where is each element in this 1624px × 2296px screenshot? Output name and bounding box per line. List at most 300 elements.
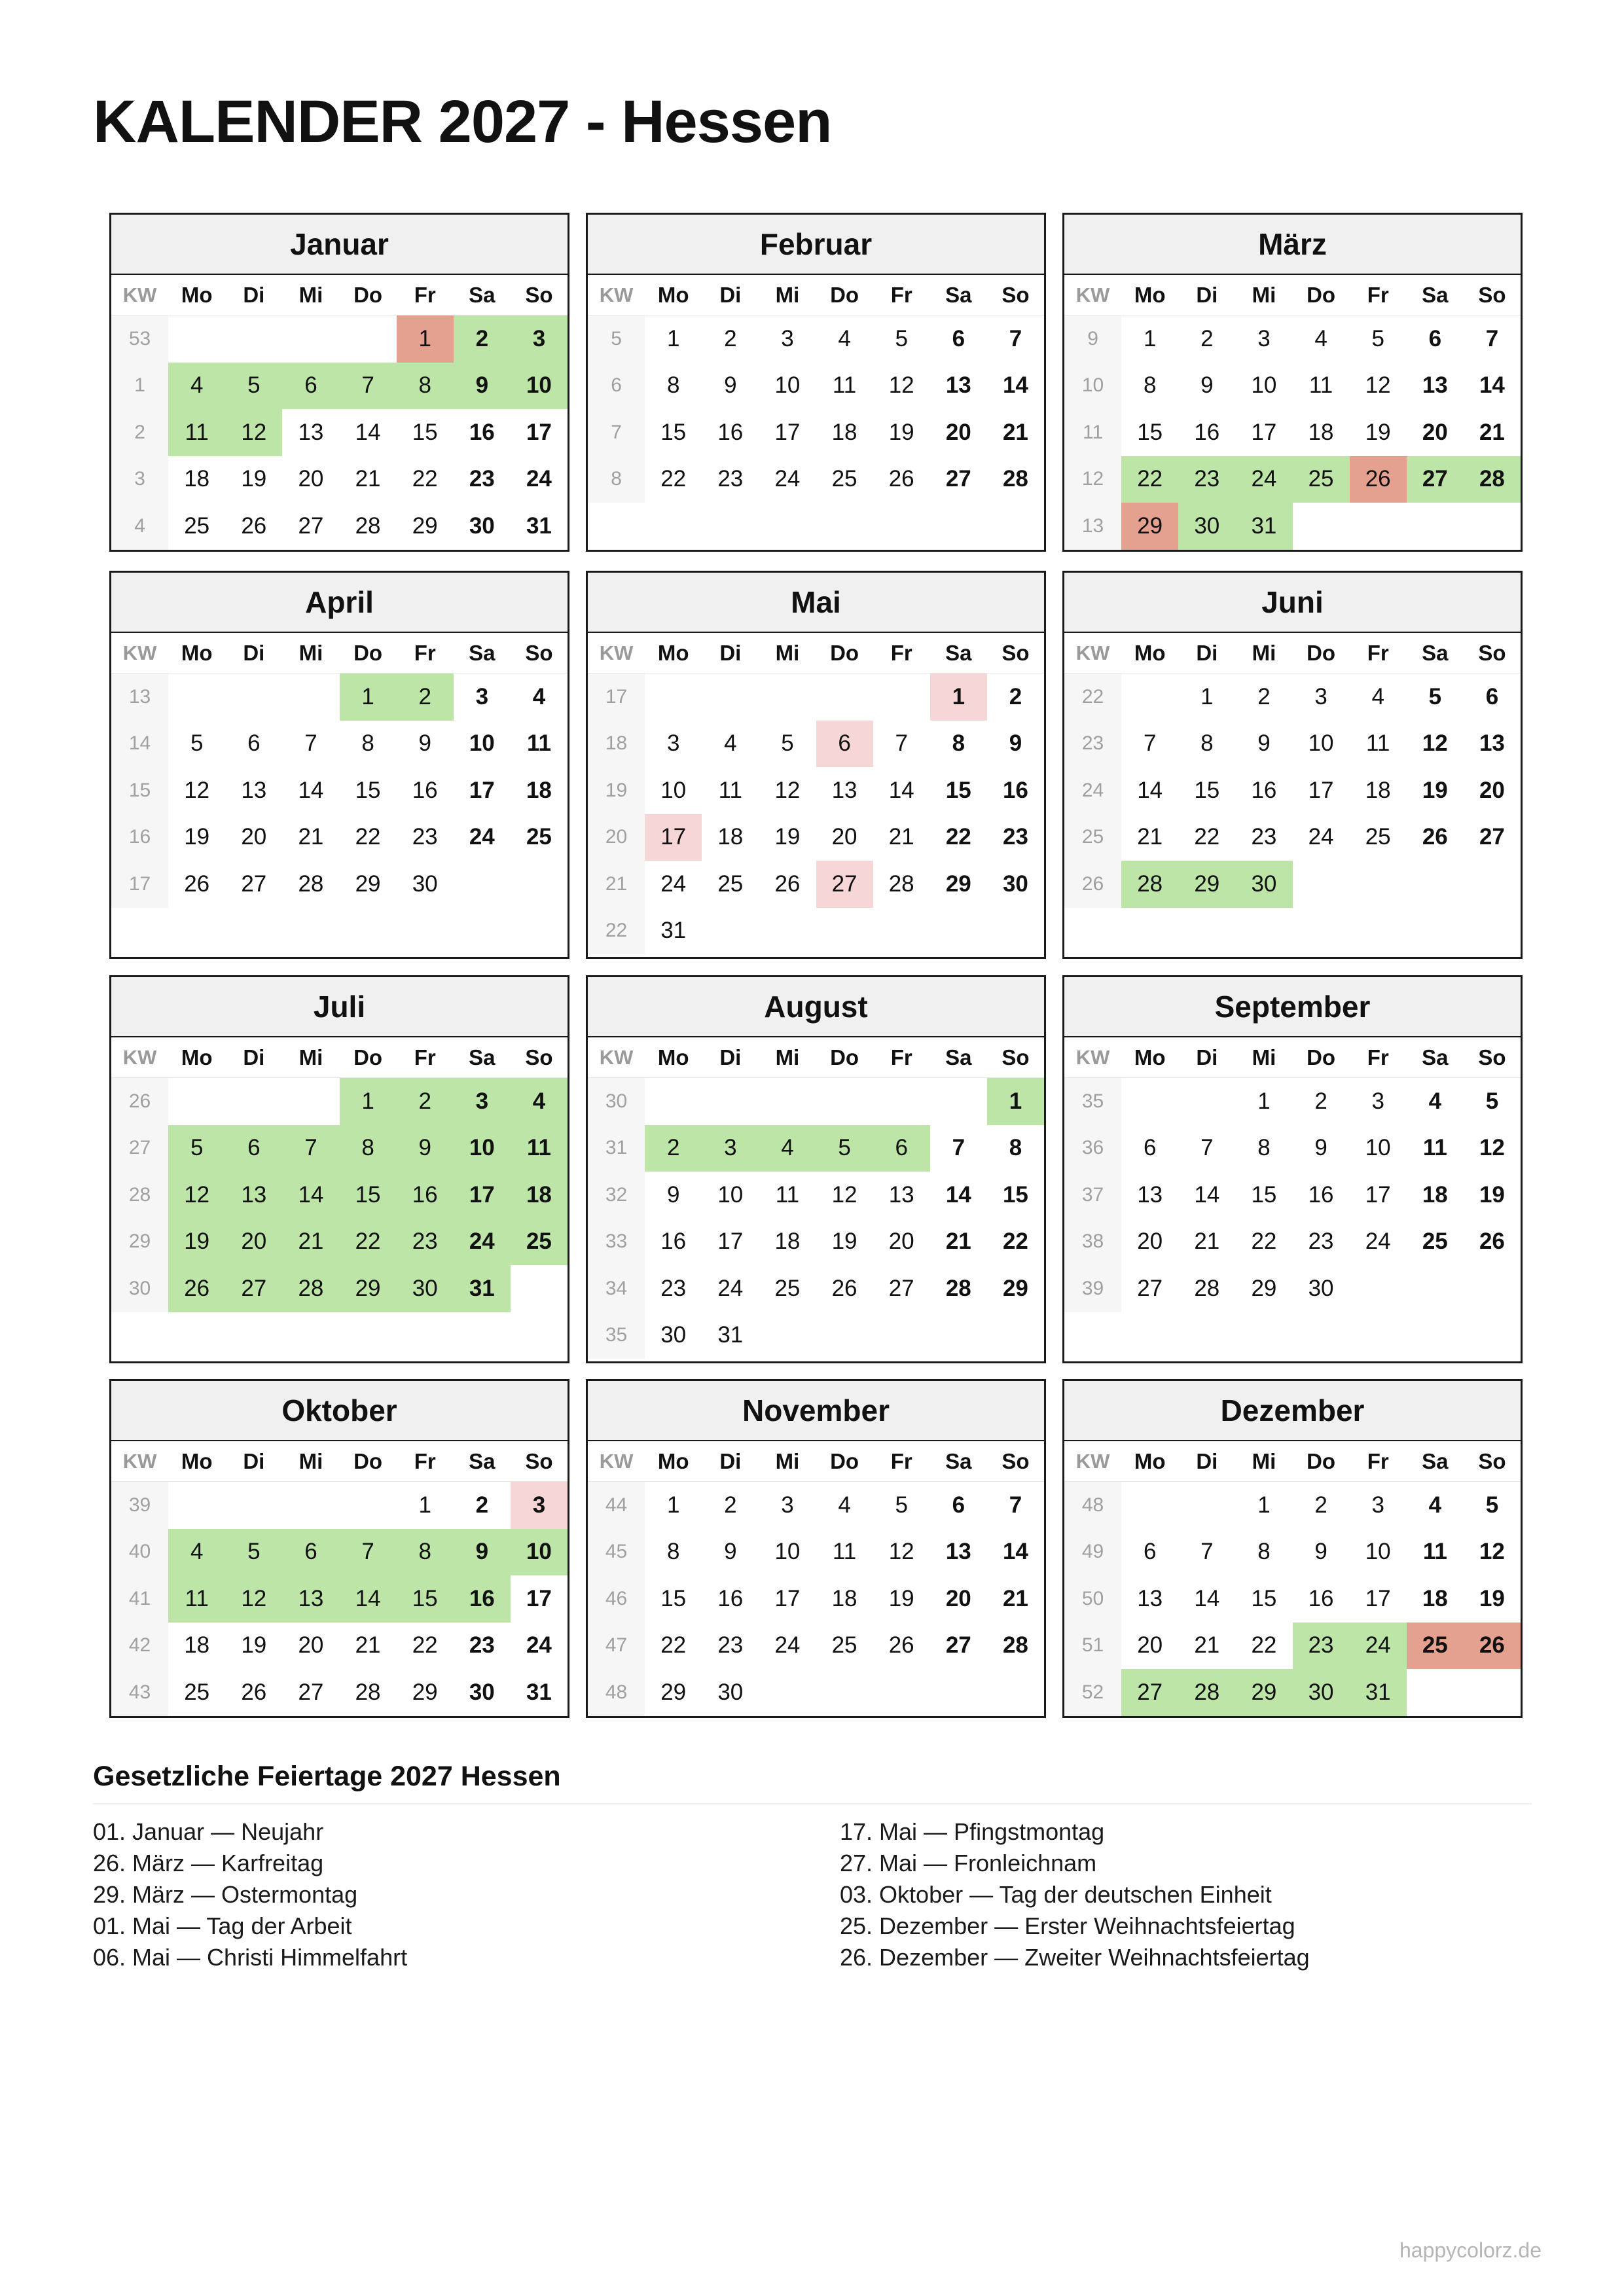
day-cell: 13 xyxy=(888,1181,914,1208)
week-number: 14 xyxy=(111,721,168,768)
week-row xyxy=(588,1265,1044,1312)
day-cell: 26 xyxy=(888,1632,914,1659)
day-cell: 17 xyxy=(774,1585,801,1611)
month-title: April xyxy=(111,573,568,633)
month-block xyxy=(586,571,1046,959)
empty-day-cell xyxy=(282,1078,339,1125)
week-number: 40 xyxy=(111,1529,168,1576)
day-cell: 1 xyxy=(930,673,987,721)
day-cell: 7 xyxy=(304,730,317,757)
day-cell: 15 xyxy=(1137,419,1163,445)
day-cell: 14 xyxy=(1002,1539,1028,1565)
day-cell: 26 xyxy=(831,1275,857,1301)
day-cell: 6 xyxy=(1428,325,1442,351)
week-number: 33 xyxy=(588,1219,645,1266)
day-cell: 31 xyxy=(1235,503,1292,550)
week-number: 45 xyxy=(588,1529,645,1576)
day-cell: 11 xyxy=(718,777,742,803)
week-number: 51 xyxy=(1064,1623,1121,1670)
week-row xyxy=(1064,1219,1521,1266)
weekday-header: Do xyxy=(816,633,873,673)
day-cell: 21 xyxy=(1194,1632,1220,1659)
day-cell: 30 xyxy=(717,1679,744,1705)
day-cell: 20 xyxy=(241,824,267,850)
day-cell: 23 xyxy=(660,1275,687,1301)
week-row xyxy=(1064,673,1521,721)
empty-day-cell xyxy=(759,1312,816,1359)
day-cell: 22 xyxy=(1002,1229,1028,1255)
holiday-item: 29. März — Ostermontag xyxy=(93,1881,358,1908)
week-row xyxy=(111,1669,568,1716)
day-cell: 5 xyxy=(1485,1088,1499,1114)
day-cell: 13 xyxy=(1137,1181,1163,1208)
empty-day-cell xyxy=(930,1669,987,1716)
day-cell: 5 xyxy=(781,730,794,757)
day-cell: 6 xyxy=(1143,1135,1157,1161)
empty-day-cell xyxy=(702,1078,759,1125)
day-cell: 31 xyxy=(1350,1669,1407,1716)
day-cell: 3 xyxy=(475,683,489,709)
day-cell: 17 xyxy=(1365,1181,1391,1208)
weekday-header: Mo xyxy=(168,275,225,315)
weekday-header: So xyxy=(511,1037,568,1078)
day-cell: 25 xyxy=(1365,824,1391,850)
weekday-header-row xyxy=(1064,275,1521,315)
day-cell: 27 xyxy=(1479,824,1505,850)
week-row xyxy=(1064,456,1521,503)
day-cell: 30 xyxy=(1178,503,1235,550)
day-cell: 29 xyxy=(1178,861,1235,908)
day-cell: 18 xyxy=(184,466,210,492)
weekday-header: Fr xyxy=(1350,1037,1407,1078)
day-cell: 12 xyxy=(225,1575,282,1623)
day-cell: 28 xyxy=(355,1679,381,1705)
day-cell: 15 xyxy=(660,419,687,445)
day-cell: 5 xyxy=(895,1492,908,1518)
holiday-item: 26. März — Karfreitag xyxy=(93,1850,324,1876)
week-row xyxy=(588,1312,1044,1359)
weekday-header-row xyxy=(1064,1037,1521,1078)
day-cell: 26 xyxy=(1479,1229,1505,1255)
day-cell: 17 xyxy=(469,777,495,803)
day-cell: 27 xyxy=(816,861,873,908)
weekday-header: Mi xyxy=(759,275,816,315)
empty-day-cell xyxy=(1121,1078,1178,1125)
week-row xyxy=(1064,1172,1521,1219)
day-cell: 16 xyxy=(1194,419,1220,445)
empty-day-cell xyxy=(454,861,511,908)
day-cell: 7 xyxy=(282,1125,339,1172)
kw-header: KW xyxy=(588,275,645,315)
day-cell: 9 xyxy=(1200,372,1214,399)
month-block xyxy=(586,975,1046,1363)
weekday-header: Mo xyxy=(168,633,225,673)
day-cell: 13 xyxy=(282,1575,339,1623)
week-number: 13 xyxy=(111,673,168,721)
day-cell: 19 xyxy=(888,419,914,445)
day-cell: 12 xyxy=(1479,1135,1505,1161)
week-number: 49 xyxy=(1064,1529,1121,1576)
day-cell: 8 xyxy=(666,1539,680,1565)
day-cell: 24 xyxy=(660,870,687,897)
week-number: 26 xyxy=(111,1078,168,1125)
week-number: 6 xyxy=(588,363,645,410)
day-cell: 21 xyxy=(355,1632,381,1659)
week-number: 5 xyxy=(588,315,645,363)
day-cell: 8 xyxy=(1257,1135,1271,1161)
week-row xyxy=(1064,1265,1521,1312)
day-cell: 5 xyxy=(190,730,204,757)
week-row xyxy=(111,673,568,721)
week-row xyxy=(111,1078,568,1125)
day-cell: 19 xyxy=(831,1229,857,1255)
empty-day-cell xyxy=(168,315,225,363)
weekday-header: Di xyxy=(702,1037,759,1078)
day-cell: 8 xyxy=(1009,1135,1022,1161)
footer-credit: happycolorz.de xyxy=(1399,2238,1542,2262)
day-cell: 14 xyxy=(282,1172,339,1219)
day-cell: 14 xyxy=(1002,372,1028,399)
day-cell: 8 xyxy=(666,372,680,399)
week-row xyxy=(588,1219,1044,1266)
day-cell: 8 xyxy=(340,1125,397,1172)
day-cell: 3 xyxy=(781,325,794,351)
day-cell: 1 xyxy=(666,1492,680,1518)
holiday-item: 17. Mai — Pfingstmontag xyxy=(840,1818,1105,1845)
kw-header: KW xyxy=(1064,633,1121,673)
week-number: 53 xyxy=(111,315,168,363)
weekday-header: Di xyxy=(1178,275,1235,315)
day-cell: 12 xyxy=(1365,372,1391,399)
day-cell: 15 xyxy=(1251,1181,1277,1208)
day-cell: 6 xyxy=(282,1529,339,1576)
weekday-header-row xyxy=(588,1037,1044,1078)
weekday-header: Mo xyxy=(1121,633,1178,673)
weekday-header: Mo xyxy=(168,1441,225,1482)
day-cell: 10 xyxy=(660,777,687,803)
weekday-header: Sa xyxy=(454,1037,511,1078)
day-cell: 2 xyxy=(1200,325,1214,351)
weekday-header: So xyxy=(1464,633,1521,673)
month-block xyxy=(109,1379,569,1718)
day-cell: 27 xyxy=(298,512,324,539)
week-number: 20 xyxy=(588,814,645,861)
weekday-header: Sa xyxy=(1407,1441,1464,1482)
day-cell: 2 xyxy=(397,1078,454,1125)
day-cell: 26 xyxy=(1422,824,1448,850)
empty-day-cell xyxy=(987,1312,1044,1359)
day-cell: 16 xyxy=(397,1172,454,1219)
empty-day-cell xyxy=(816,1669,873,1716)
day-cell: 22 xyxy=(945,824,971,850)
day-cell: 9 xyxy=(1009,730,1022,757)
empty-day-cell xyxy=(282,673,339,721)
day-cell: 28 xyxy=(1002,1632,1028,1659)
day-cell: 14 xyxy=(945,1181,971,1208)
weekday-header: Sa xyxy=(930,633,987,673)
week-row xyxy=(1064,409,1521,456)
day-cell: 29 xyxy=(1002,1275,1028,1301)
day-cell: 18 xyxy=(1422,1585,1448,1611)
weekday-header: Di xyxy=(702,633,759,673)
day-cell: 15 xyxy=(1251,1585,1277,1611)
day-cell: 19 xyxy=(1479,1585,1505,1611)
day-cell: 7 xyxy=(1009,325,1022,351)
week-row xyxy=(588,1078,1044,1125)
weekday-header: Di xyxy=(225,633,282,673)
empty-day-cell xyxy=(1464,861,1521,908)
empty-day-cell xyxy=(340,1482,397,1529)
week-row xyxy=(111,1623,568,1670)
kw-header: KW xyxy=(111,633,168,673)
week-number: 50 xyxy=(1064,1575,1121,1623)
day-cell: 20 xyxy=(888,1229,914,1255)
weekday-header: Fr xyxy=(397,1441,454,1482)
weekday-header: Mi xyxy=(282,633,339,673)
week-row xyxy=(588,721,1044,768)
day-cell: 24 xyxy=(526,466,552,492)
week-row xyxy=(111,1575,568,1623)
empty-day-cell xyxy=(1407,503,1464,550)
day-cell: 5 xyxy=(168,1125,225,1172)
day-cell: 7 xyxy=(1143,730,1157,757)
day-cell: 4 xyxy=(1428,1088,1442,1114)
day-cell: 13 xyxy=(1137,1585,1163,1611)
weekday-header: Fr xyxy=(873,275,930,315)
day-cell: 12 xyxy=(888,372,914,399)
day-cell: 12 xyxy=(888,1539,914,1565)
week-row xyxy=(1064,363,1521,410)
day-cell: 5 xyxy=(225,1529,282,1576)
weekday-header-row xyxy=(111,275,568,315)
day-cell: 28 xyxy=(1178,1669,1235,1716)
week-row xyxy=(588,767,1044,814)
day-cell: 25 xyxy=(184,512,210,539)
day-cell: 15 xyxy=(412,419,438,445)
day-cell: 9 xyxy=(454,1529,511,1576)
day-cell: 10 xyxy=(511,1529,568,1576)
day-cell: 6 xyxy=(1485,683,1499,709)
weekday-header: Fr xyxy=(397,633,454,673)
day-cell: 29 xyxy=(1121,503,1178,550)
day-cell: 16 xyxy=(454,1575,511,1623)
week-number: 34 xyxy=(588,1265,645,1312)
week-row xyxy=(111,503,568,550)
day-cell: 18 xyxy=(831,1585,857,1611)
weekday-header: Do xyxy=(816,1037,873,1078)
weekday-header: Do xyxy=(340,633,397,673)
week-number: 15 xyxy=(111,767,168,814)
day-cell: 27 xyxy=(1121,1669,1178,1716)
holiday-item: 25. Dezember — Erster Weihnachtsfeiertag xyxy=(840,1912,1295,1939)
day-cell: 29 xyxy=(355,870,381,897)
day-cell: 16 xyxy=(1308,1181,1334,1208)
day-cell: 2 xyxy=(397,673,454,721)
week-row xyxy=(1064,1482,1521,1529)
day-cell: 29 xyxy=(412,1679,438,1705)
day-cell: 11 xyxy=(1422,1539,1447,1565)
day-cell: 10 xyxy=(511,363,568,410)
day-cell: 13 xyxy=(1422,372,1448,399)
day-cell: 25 xyxy=(511,1219,568,1266)
week-row xyxy=(111,1172,568,1219)
holiday-item: 03. Oktober — Tag der deutschen Einheit xyxy=(840,1881,1272,1908)
weekday-header: Di xyxy=(702,1441,759,1482)
weekday-header: Di xyxy=(702,275,759,315)
week-number: 10 xyxy=(1064,363,1121,410)
day-cell: 1 xyxy=(1257,1088,1271,1114)
day-cell: 23 xyxy=(469,1632,495,1659)
day-cell: 11 xyxy=(168,409,225,456)
empty-day-cell xyxy=(816,1312,873,1359)
weekday-header: Mo xyxy=(645,1037,702,1078)
day-cell: 9 xyxy=(724,1539,737,1565)
empty-day-cell xyxy=(816,908,873,955)
day-cell: 9 xyxy=(1314,1135,1327,1161)
empty-day-cell xyxy=(1178,1078,1235,1125)
weekday-header: Sa xyxy=(930,275,987,315)
kw-header: KW xyxy=(1064,1037,1121,1078)
week-row xyxy=(588,1482,1044,1529)
day-cell: 7 xyxy=(340,363,397,410)
day-cell: 14 xyxy=(1137,777,1163,803)
weekday-header: Di xyxy=(225,275,282,315)
day-cell: 8 xyxy=(1200,730,1214,757)
day-cell: 15 xyxy=(355,777,381,803)
day-cell: 8 xyxy=(1143,372,1157,399)
week-number: 26 xyxy=(1064,861,1121,908)
kw-header: KW xyxy=(111,1037,168,1078)
day-cell: 4 xyxy=(1314,325,1327,351)
month-block xyxy=(586,213,1046,552)
day-cell: 1 xyxy=(1257,1492,1271,1518)
day-cell: 25 xyxy=(184,1679,210,1705)
day-cell: 3 xyxy=(1371,1492,1384,1518)
empty-day-cell xyxy=(987,908,1044,955)
day-cell: 31 xyxy=(526,512,552,539)
day-cell: 17 xyxy=(526,1585,552,1611)
day-cell: 9 xyxy=(454,363,511,410)
day-cell: 3 xyxy=(511,315,568,363)
day-cell: 15 xyxy=(340,1172,397,1219)
weekday-header-row xyxy=(1064,1441,1521,1482)
day-cell: 2 xyxy=(475,1492,489,1518)
week-row xyxy=(111,1482,568,1529)
day-cell: 11 xyxy=(526,730,551,757)
week-row xyxy=(588,1172,1044,1219)
week-number: 48 xyxy=(588,1669,645,1716)
weekday-header-row xyxy=(111,1037,568,1078)
weekday-header: Fr xyxy=(397,275,454,315)
day-cell: 15 xyxy=(945,777,971,803)
day-cell: 27 xyxy=(945,1632,971,1659)
weekday-header: So xyxy=(987,1037,1044,1078)
weekday-header: Di xyxy=(1178,1441,1235,1482)
kw-header: KW xyxy=(111,1441,168,1482)
day-cell: 23 xyxy=(1178,456,1235,503)
day-cell: 23 xyxy=(1293,1623,1350,1670)
day-cell: 12 xyxy=(774,777,801,803)
week-number: 22 xyxy=(588,908,645,955)
weekday-header: Mo xyxy=(1121,1037,1178,1078)
day-cell: 18 xyxy=(1308,419,1334,445)
day-cell: 1 xyxy=(1143,325,1157,351)
week-row xyxy=(588,673,1044,721)
day-cell: 22 xyxy=(412,466,438,492)
day-cell: 4 xyxy=(759,1125,816,1172)
weekday-header: Mi xyxy=(282,1037,339,1078)
empty-day-cell xyxy=(816,1078,873,1125)
day-cell: 23 xyxy=(1002,824,1028,850)
day-cell: 14 xyxy=(340,1575,397,1623)
day-cell: 17 xyxy=(1308,777,1334,803)
weekday-header: So xyxy=(1464,1441,1521,1482)
day-cell: 2 xyxy=(454,315,511,363)
day-cell: 20 xyxy=(298,466,324,492)
empty-day-cell xyxy=(873,908,930,955)
month-block xyxy=(586,1379,1046,1718)
day-cell: 12 xyxy=(225,409,282,456)
week-number: 12 xyxy=(1064,456,1121,503)
month-title: November xyxy=(588,1381,1044,1441)
empty-day-cell xyxy=(1293,503,1350,550)
day-cell: 20 xyxy=(1479,777,1505,803)
day-cell: 3 xyxy=(1257,325,1271,351)
day-cell: 20 xyxy=(1137,1632,1163,1659)
day-cell: 17 xyxy=(645,814,702,861)
day-cell: 9 xyxy=(666,1181,680,1208)
week-number: 52 xyxy=(1064,1669,1121,1716)
weekday-header: Sa xyxy=(930,1441,987,1482)
kw-header: KW xyxy=(1064,1441,1121,1482)
kw-header: KW xyxy=(588,1441,645,1482)
holiday-item: 26. Dezember — Zweiter Weihnachtsfeiertag xyxy=(840,1944,1310,1971)
day-cell: 30 xyxy=(1235,861,1292,908)
week-number: 4 xyxy=(111,503,168,550)
day-cell: 29 xyxy=(660,1679,687,1705)
week-row xyxy=(111,1219,568,1266)
day-cell: 14 xyxy=(1194,1585,1220,1611)
day-cell: 11 xyxy=(1422,1135,1447,1161)
empty-day-cell xyxy=(1464,503,1521,550)
day-cell: 16 xyxy=(1251,777,1277,803)
week-row xyxy=(588,1575,1044,1623)
week-number: 17 xyxy=(588,673,645,721)
day-cell: 14 xyxy=(888,777,914,803)
week-number: 35 xyxy=(1064,1078,1121,1125)
week-number: 23 xyxy=(1064,721,1121,768)
empty-day-cell xyxy=(1350,861,1407,908)
day-cell: 21 xyxy=(1002,419,1028,445)
week-row xyxy=(588,363,1044,410)
day-cell: 19 xyxy=(888,1585,914,1611)
day-cell: 5 xyxy=(895,325,908,351)
day-cell: 28 xyxy=(355,512,381,539)
day-cell: 28 xyxy=(888,870,914,897)
day-cell: 28 xyxy=(298,870,324,897)
week-row xyxy=(111,409,568,456)
empty-day-cell xyxy=(225,315,282,363)
day-cell: 1 xyxy=(340,1078,397,1125)
weekday-header: Mo xyxy=(1121,275,1178,315)
day-cell: 26 xyxy=(888,466,914,492)
week-number: 41 xyxy=(111,1575,168,1623)
day-cell: 2 xyxy=(1314,1492,1327,1518)
day-cell: 30 xyxy=(660,1322,687,1348)
weekday-header: So xyxy=(511,275,568,315)
holiday-item: 01. Mai — Tag der Arbeit xyxy=(93,1912,352,1939)
day-cell: 20 xyxy=(1422,419,1448,445)
